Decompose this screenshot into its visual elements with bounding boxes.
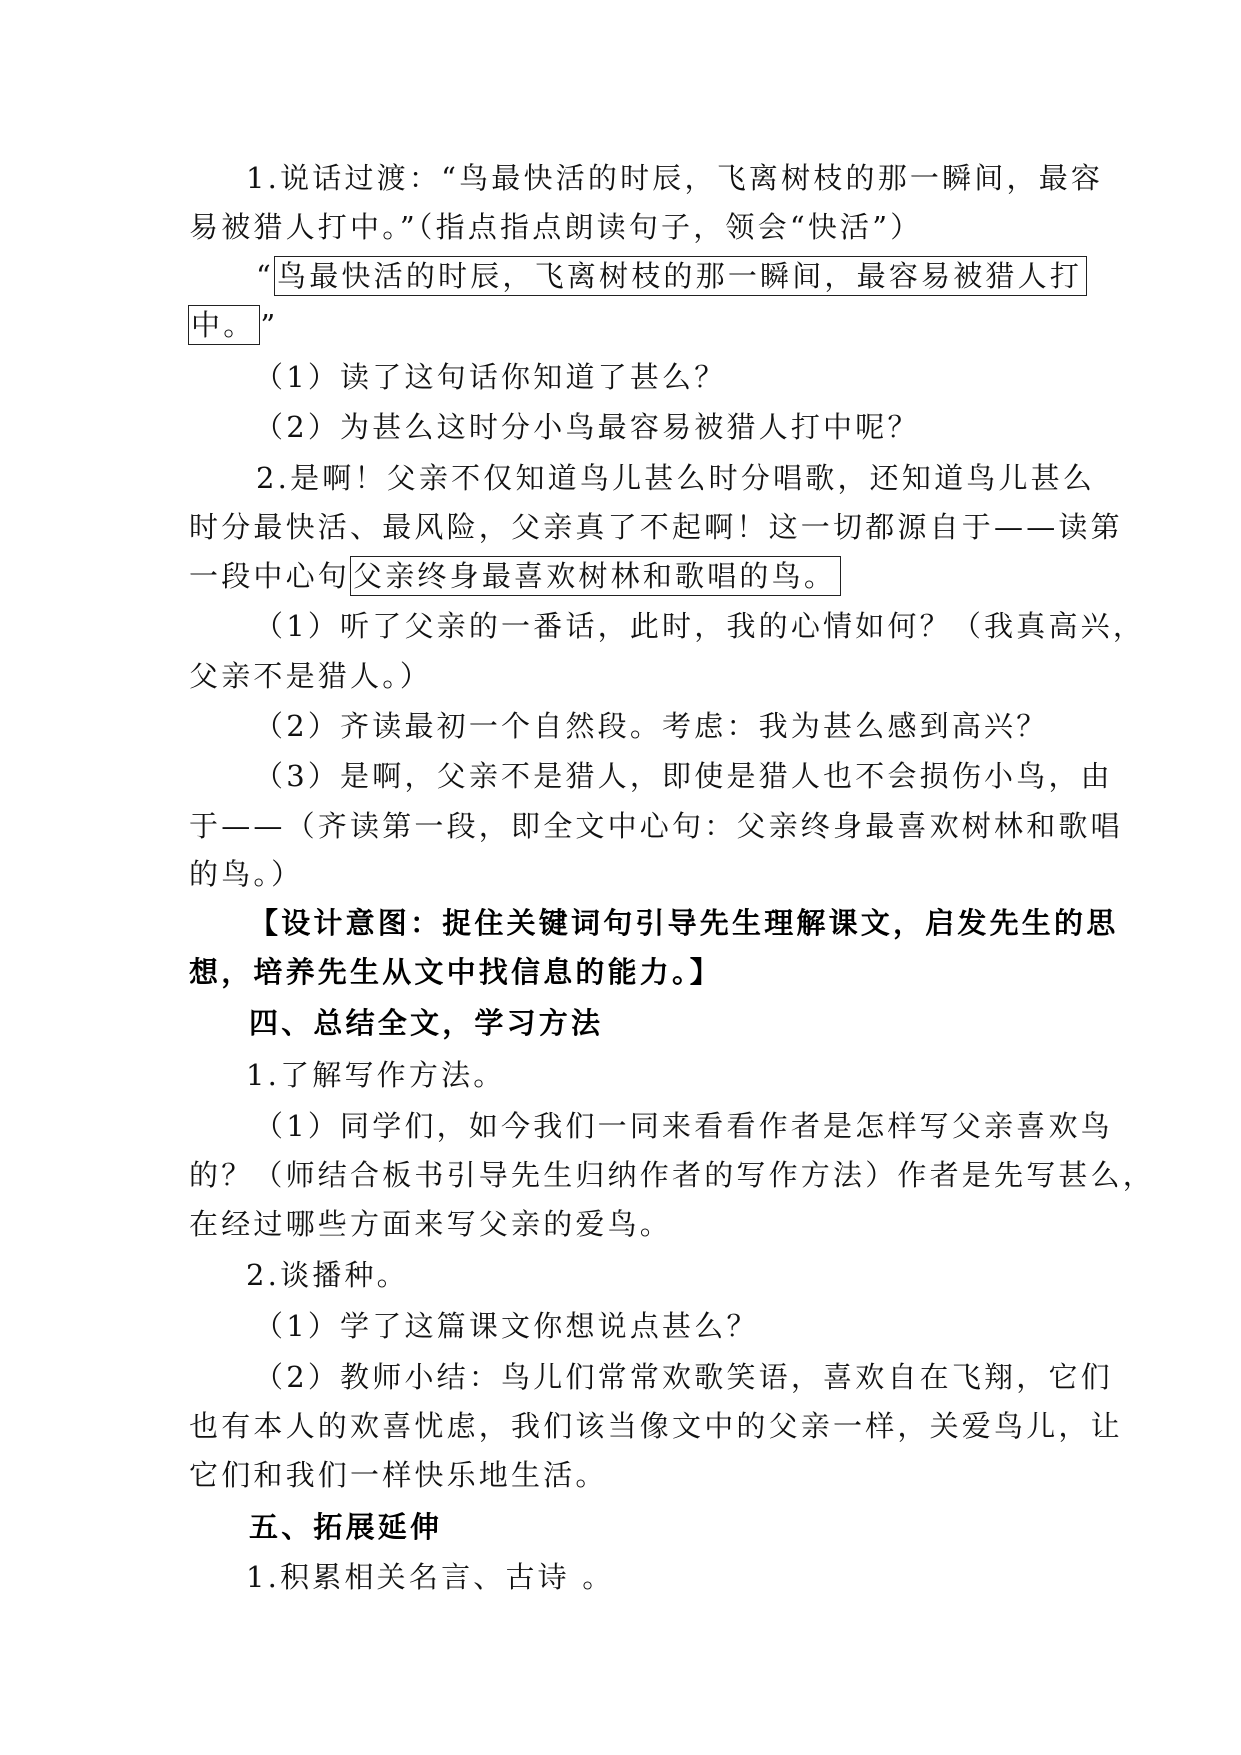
paragraph-text: 一段中心句	[189, 559, 351, 593]
question-line: （1）同学们，如今我们一同来看看作者是怎样写父亲喜欢鸟	[254, 1109, 1113, 1143]
boxed-sentence: 中。	[188, 305, 260, 345]
paragraph-line: 的鸟。）	[189, 857, 304, 891]
paragraph-line: 在经过哪些方面来写父亲的爱鸟。	[189, 1207, 673, 1241]
paragraph-line: 它们和我们一样快乐地生活。	[189, 1458, 608, 1492]
boxed-central-sentence: 父亲终身最喜欢树林和歌唱的鸟。	[350, 556, 841, 596]
question-line: （3）是啊，父亲不是猎人，即使是猎人也不会损伤小鸟，由	[254, 759, 1113, 793]
question-line: （1）听了父亲的一番话，此时，我的心情如何？（我真高兴，	[254, 609, 1146, 643]
paragraph-line: 父亲不是猎人。）	[189, 659, 433, 693]
question-line: （1）读了这句话你知道了甚么？	[254, 360, 727, 394]
paragraph-line: 于——（齐读第一段，即全文中心句：父亲终身最喜欢树林和歌唱	[189, 809, 1123, 843]
question-line: （1）学了这篇课文你想说点甚么？	[254, 1309, 759, 1343]
quoted-sentence-line	[256, 255, 1087, 297]
paragraph-line: 时分最快活、最风险，父亲真了不起啊！这一切都源自于——读第	[189, 510, 1123, 544]
paragraph-line: 1.说话过渡：“鸟最快活的时辰，飞离树枝的那一瞬间，最容	[246, 161, 1104, 195]
section-heading: 四、总结全文，学习方法	[249, 1006, 604, 1040]
quote-mark: “	[256, 259, 275, 293]
question-line: （2）齐读最初一个自然段。考虑：我为甚么感到高兴？	[254, 709, 1049, 743]
design-intent-note: 【设计意图：捉住关键词句引导先生理解课文，启发先生的思	[249, 906, 1119, 940]
paragraph-line: 也有本人的欢喜忧虑，我们该当像文中的父亲一样，关爱鸟儿，让	[189, 1409, 1123, 1443]
quote-mark: ”	[260, 308, 279, 342]
paragraph-line: 的？（师结合板书引导先生归纳作者的写作方法）作者是先写甚么，	[189, 1158, 1156, 1192]
design-intent-note: 想，培养先生从文中找信息的能力。】	[189, 955, 722, 989]
paragraph-line: 易被猎人打中。”（指点指点朗读句子，领会“快活”）	[189, 210, 923, 244]
paragraph-line: 1.积累相关名言、古诗 。	[246, 1560, 615, 1594]
paragraph-line: 1.了解写作方法。	[246, 1058, 506, 1092]
question-line: （2）教师小结：鸟儿们常常欢歌笑语，喜欢自在飞翔，它们	[254, 1360, 1113, 1394]
boxed-sentence: 鸟最快活的时辰，飞离树枝的那一瞬间，最容易被猎人打	[274, 256, 1087, 296]
quoted-sentence-line	[188, 304, 278, 346]
paragraph-line: 2.谈播种。	[246, 1258, 409, 1292]
paragraph-line	[189, 555, 841, 597]
paragraph-line: 2.是啊！父亲不仅知道鸟儿甚么时分唱歌，还知道鸟儿甚么	[256, 461, 1096, 495]
question-line: （2）为甚么这时分小鸟最容易被猎人打中呢？	[254, 410, 920, 444]
section-heading: 五、拓展延伸	[249, 1510, 443, 1544]
